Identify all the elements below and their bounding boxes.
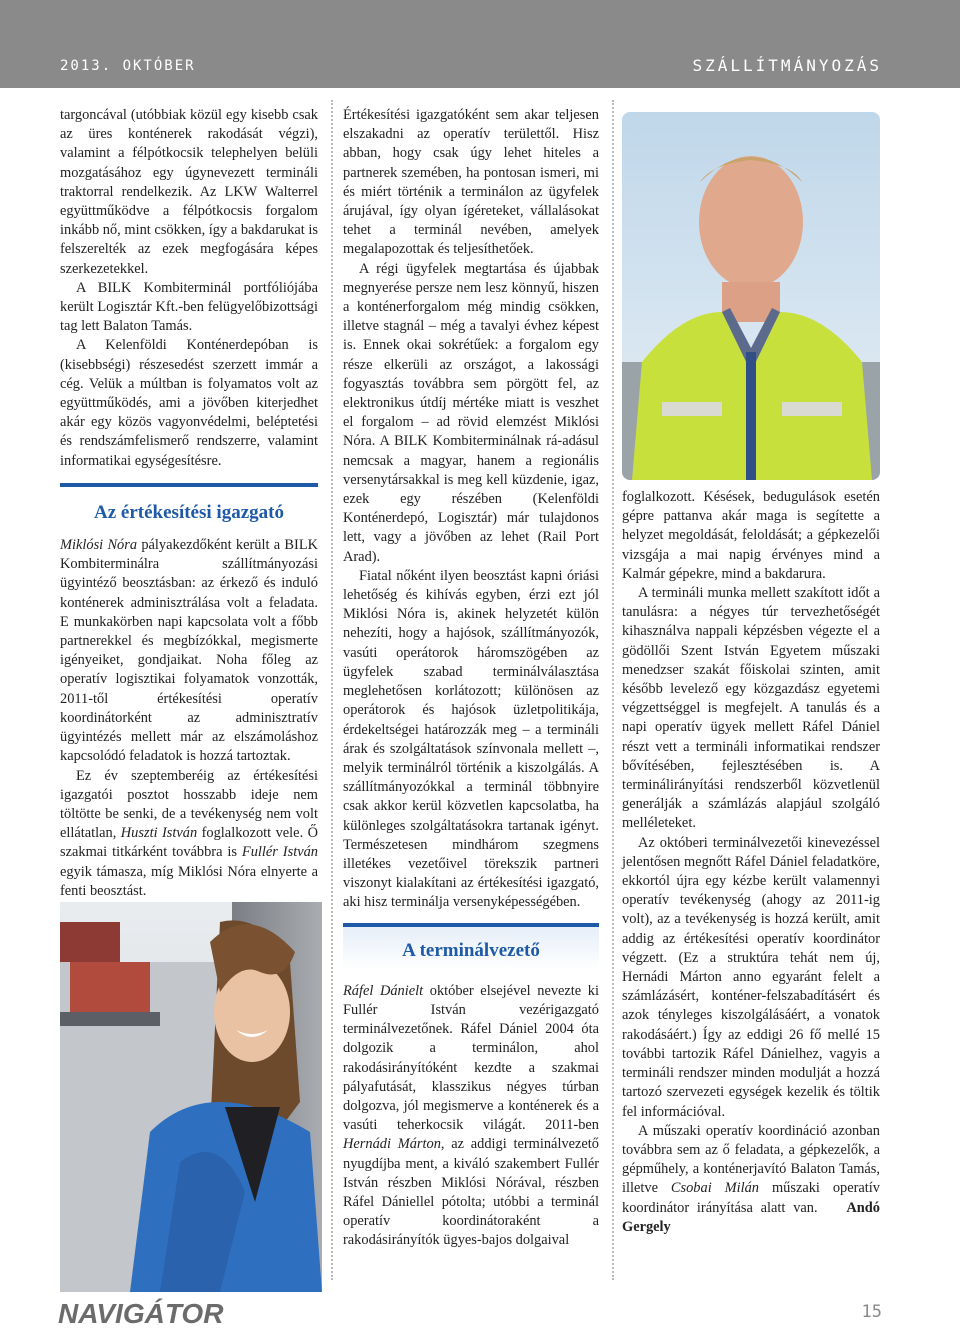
author-signature: Andó Gergely	[622, 1199, 880, 1235]
portrait-photo-man	[622, 112, 880, 480]
paragraph	[343, 982, 599, 1251]
portrait-photo-woman	[60, 902, 322, 1292]
person-name: Hernádi Márton	[343, 1136, 441, 1153]
column-divider	[612, 100, 614, 1280]
person-name: Ráfel Dánielt	[343, 982, 424, 999]
column-2	[343, 106, 599, 1251]
person-name: Miklósi Nóra	[60, 537, 138, 554]
paragraph: targoncával (utóbbiak közül egy kisebb csak az üres konténerek rakodását végzi), valamint a félpótkocsik telephelyen belüli mozgatásához egy úgynevezett termináli traktorral rendelkezik. Az LKW Walterrel együttműködve a félpótkocsis forgalom inkább nő, mint csökken, így a bakdarukat is felszerelték az ezek megfogására képes szerkezetekkel.	[60, 107, 318, 277]
paragraph-text: egyik támasza, míg Miklósi Nóra elnyerte a fenti beosztást.	[60, 863, 318, 899]
person-name: Csobai Milán	[670, 1180, 760, 1197]
person-name: Fullér István	[241, 844, 318, 861]
column-3	[622, 488, 880, 1237]
portrait-man-image	[622, 112, 880, 480]
subheading-sales-director: Az értékesítési igazgató	[60, 483, 318, 522]
paragraph-text: Ez év szeptemberéig az értékesítési igazgatói posztot hosszabb ideje nem töltötte be senki, de a tevékenység nem volt ellátatlan,	[60, 767, 318, 842]
paragraph-text: pályakezdőként került a BILK Kombiterminálra szállítmányozási ügyintéző beosztásban: az érkező és induló konténerek adminisztrálása volt a feladata. E munkakörben napi kapcsolata volt a főbb partnerekkel és megbízókkal, megismerte igényeiket, gondjaikat. Noha főleg az operatív logisztikai folyamatok vonzották, 2011-től értékesítési operatív koordinátorként az adminisztratív ügyintézés mellett már az elszámoláshoz kapcsolódó feladatok is hozzá tartoztak.	[60, 537, 319, 765]
subheading-terminal-manager: A terminálvezető	[343, 923, 599, 970]
paragraph: Értékesítési igazgatóként sem akar teljesen elszakadni az operatív területtől. Hisz abban, hogy csak úgy lehet hiteles a partnerek szemében, ha pontosan ismeri, mi és miért történik a terminálon az ügyfelek árujával, így olyan ígéreteket, vállalásokat tehet a terminál nevében, amelyek megalapozottak és teljesíthetőek.	[343, 107, 599, 258]
column-divider	[331, 100, 333, 1280]
paragraph: A Kelenföldi Konténerdepóban is (kisebbségi) részesedést szerzett immár a cég. Velük a múltban is folyamatos volt az együttműködés, ami a jövőben kiterjedhet akár egy közös vagyonvédelmi, beléptetési és rendszámfelismerő rendszerre, valamint informatikai egységesítésre.	[60, 337, 318, 469]
paragraph: A BILK Kombiterminál portfóliójába került Logisztár Kft.-ben felügyelőbizottsági tag lett Balaton Tamás.	[60, 279, 318, 335]
paragraph-text: műszaki operatív koordinátor irányítása alatt van.	[622, 1180, 880, 1216]
paragraph-text: foglalkozott vele. Ő szakmai titkárként továbbra is	[60, 825, 318, 861]
portrait-woman-image	[60, 902, 322, 1292]
paragraph-text: A műszaki operatív koordináció azonban továbbra sem az ő feladata, a gépkezelők, a gépműhely, a konténerjavító Balaton Tamás, illetve	[622, 1122, 880, 1197]
paragraph: Fiatal nőként ilyen beosztást kapni óriási lehetőség és kihívás egyben, érzi ezt jól Miklósi Nóra is, akinek helyzetét külön nehezíti, hogy a hajósok, szállítmányozók, vasúti operátorok háromszögében az ügyfelek szabad terminálválasztása meglehetősen korlátozott; különösen az operátorok és hajósok üzletpolitikája, érdekeltségei határozzák meg – a termináli árak és szolgáltatások színvonala mellett –, melyik terminálról történik a kiszolgálás. A szállítmányozókkal a terminál többnyire csak akkor kerül közvetlen kapcsolatba, ha különleges szolgáltatásokra tartanak igényt. Természetesen mindhárom szegmens illetékes vezetőivel törekszik partneri viszonyt kialakítani az értékesítési igazgató, aki hisz terminálja versenyképességében.	[343, 567, 599, 911]
page-header	[0, 0, 960, 88]
section-title: SZÁLLÍTMÁNYOZÁS	[692, 56, 882, 75]
paragraph: A régi ügyfelek megtartása és újabbak megnyerése persze nem lesz könnyű, hiszen a konténerforgalom még mindig csökken, illetve stagnál – még a tavalyi évhez képest is. Ennek okai sokrétűek: a forgalom egy része elkerüli az országot, a lakossági fogyasztás továbbra sem pörgött fel, az elektronikus útdíj mértéke miatt is veszhet el forgalom – ad rövid elemzést Miklósi Nóra. A BILK Kombiterminálnak rá-adásul nemcsak a magyar, hanem a regionális versenytársakkal is meg kell küzdenie, igaz, ezek egy részében (Kelenföldi Konténerdepó, Logisztár) már tulajdonos lett, vagy a jövőben az lehet (Rail Port Arad).	[343, 260, 599, 565]
issue-date: 2013. OKTÓBER	[60, 58, 196, 74]
page-number: 15	[861, 1302, 882, 1322]
paragraph	[60, 536, 318, 766]
paragraph-text: október elsejével nevezte ki Fullér István vezérigazgató terminálvezetőnek. Ráfel Dániel 2004 óta dolgozik a terminálon, ahol rakodásirányítóként kezdte a szakmai pályafutását, klasszikus négyes túrban dolgozva, jól megismerve a konténerek és a vasúti teherkocsik világát. 2011-ben	[343, 982, 599, 1134]
paragraph	[60, 767, 318, 901]
person-name: Huszti István	[120, 825, 198, 842]
magazine-logo: NAVIGÁTOR	[58, 1298, 224, 1329]
paragraph	[622, 1122, 880, 1237]
paragraph-text: , az addigi terminálvezető nyugdíjba ment, a kiváló szakembert Fullér István részben Miklósi Nórával, részben Ráfel Dániellel pótolta; utóbbi a terminál operatív koordinátoraként a rakodásirányítók ügyes-bajos dolgaival	[343, 1136, 599, 1249]
paragraph: foglalkozott. Késések, bedugulások esetén gépre pattanva akár maga is segítette a helyzet megoldását, feloldását; a gépkezelői vizsgája a mai napig érvényes mind a Kalmár gépekre, mind a bakdarura.	[622, 489, 880, 582]
paragraph: A termináli munka mellett szakított időt a tanulásra: a négyes túr tervezhetőségét kihasználva nappali képzésben végezte el a gödöllői Szent István Egyetem műszaki menedzser szakát főiskolai szinten, amit később levelező egy közgazdász egyetemi végzettséggel is megfejelt. A tanulás és a napi operatív ügyek mellett Ráfel Dániel részt vett a termináli informatikai rendszer bővítésében, fejlesztésében is. A terminálirányítási rendszerből közvetlenül generálják a számlázás alapjául szolgáló melléleteket.	[622, 585, 880, 832]
column-1	[60, 106, 318, 901]
paragraph: Az októberi terminálvezetői kinevezéssel jelentősen megnőtt Ráfel Dániel feladatköre, ekkortól újra egy kézbe került valamennyi operatív tevékenység (ahogy az 2011-ig volt), az a tevékenység is hozzá került, amit addig az értékesítési operatív koordinátor végzett. (Ez a struktúra tehát nem új, Hernádi Márton anno egyaránt felelt a számlázásért, konténer-felszabadításért és azok tényleges kiszolgálásáért, a vonatok rakodásáért.) Így az eddigi 26 fő mellé 15 további tartozik Ráfel Dánielhez, vagyis a termináli rendszer minden modulját a hozzá tartozó szervezeti egységek kezelik és töltik fel információval.	[622, 834, 880, 1120]
